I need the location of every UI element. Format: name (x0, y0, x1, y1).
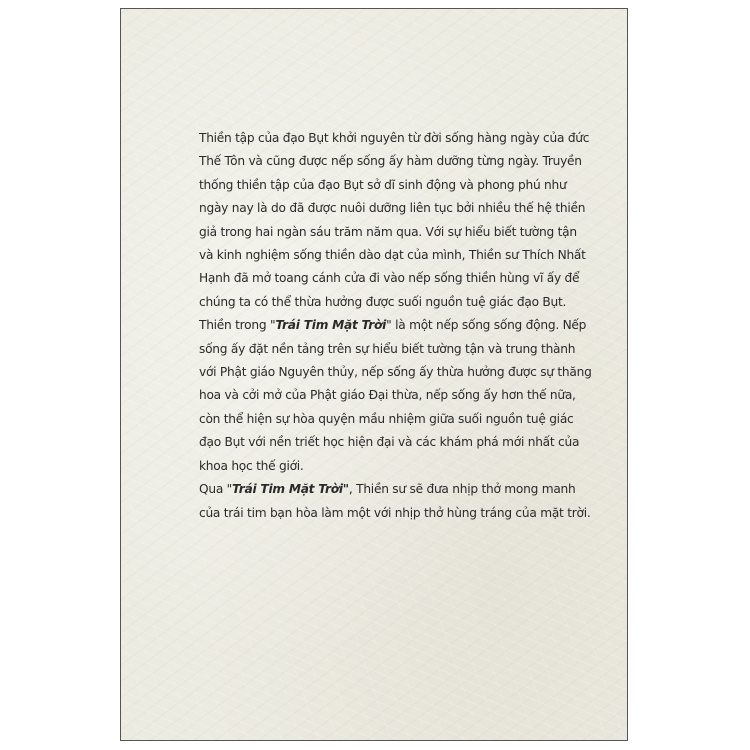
book-back-cover (120, 8, 628, 741)
book-title-mention-2: Trái Tim Mặt Trời" (232, 482, 349, 497)
paragraph-3-before: Qua " (199, 482, 233, 497)
paragraph-3 (199, 478, 594, 525)
paragraph-3-after: , Thiền sư sẽ đưa nhịp thở mong manh của trái tim bạn hòa làm một với nhịp thở hùng tráng của mặt trời. (199, 482, 591, 520)
paragraph-2-before: Thiền trong " (199, 318, 276, 333)
paragraph-2-after: " là một nếp sống sống động. Nếp sống ấy đặt nền tảng trên sự hiểu biết tường tận và trung thành với Phật giáo Nguyên thủy, nếp sống ấy thừa hưởng được sự thăng hoa và cởi mở của Phật giáo Đại thừa, nếp sống ấy hơn thế nữa, còn thể hiện sự hòa quyện mầu nhiệm giữa suối nguồn tuệ giác đạo Bụt với nền triết học hiện đại và các khám phá mới nhất của khoa học thế giới. (199, 318, 592, 473)
blurb-text (199, 127, 594, 525)
paragraph-2 (199, 314, 594, 478)
paragraph-1: Thiền tập của đạo Bụt khởi nguyên từ đời sống hàng ngày của đức Thế Tôn và cũng được nếp sống ấy hàm dưỡng từng ngày. Truyền thống thiền tập của đạo Bụt sở dĩ sinh động và phong phú như ngày nay là do đã được nuôi dưỡng liên tục bởi nhiều thế hệ thiền giả trong hai ngàn sáu trăm năm qua. Với sự hiểu biết tường tận và kinh nghiệm sống thiền dào dạt của mình, Thiền sư Thích Nhất Hạnh đã mở toang cánh cửa đi vào nếp sống thiền hùng vĩ ấy để chúng ta có thể thừa hưởng được suối nguồn tuệ giác đạo Bụt. (199, 131, 590, 309)
book-title-mention: Trái Tim Mặt Trời (275, 318, 387, 333)
